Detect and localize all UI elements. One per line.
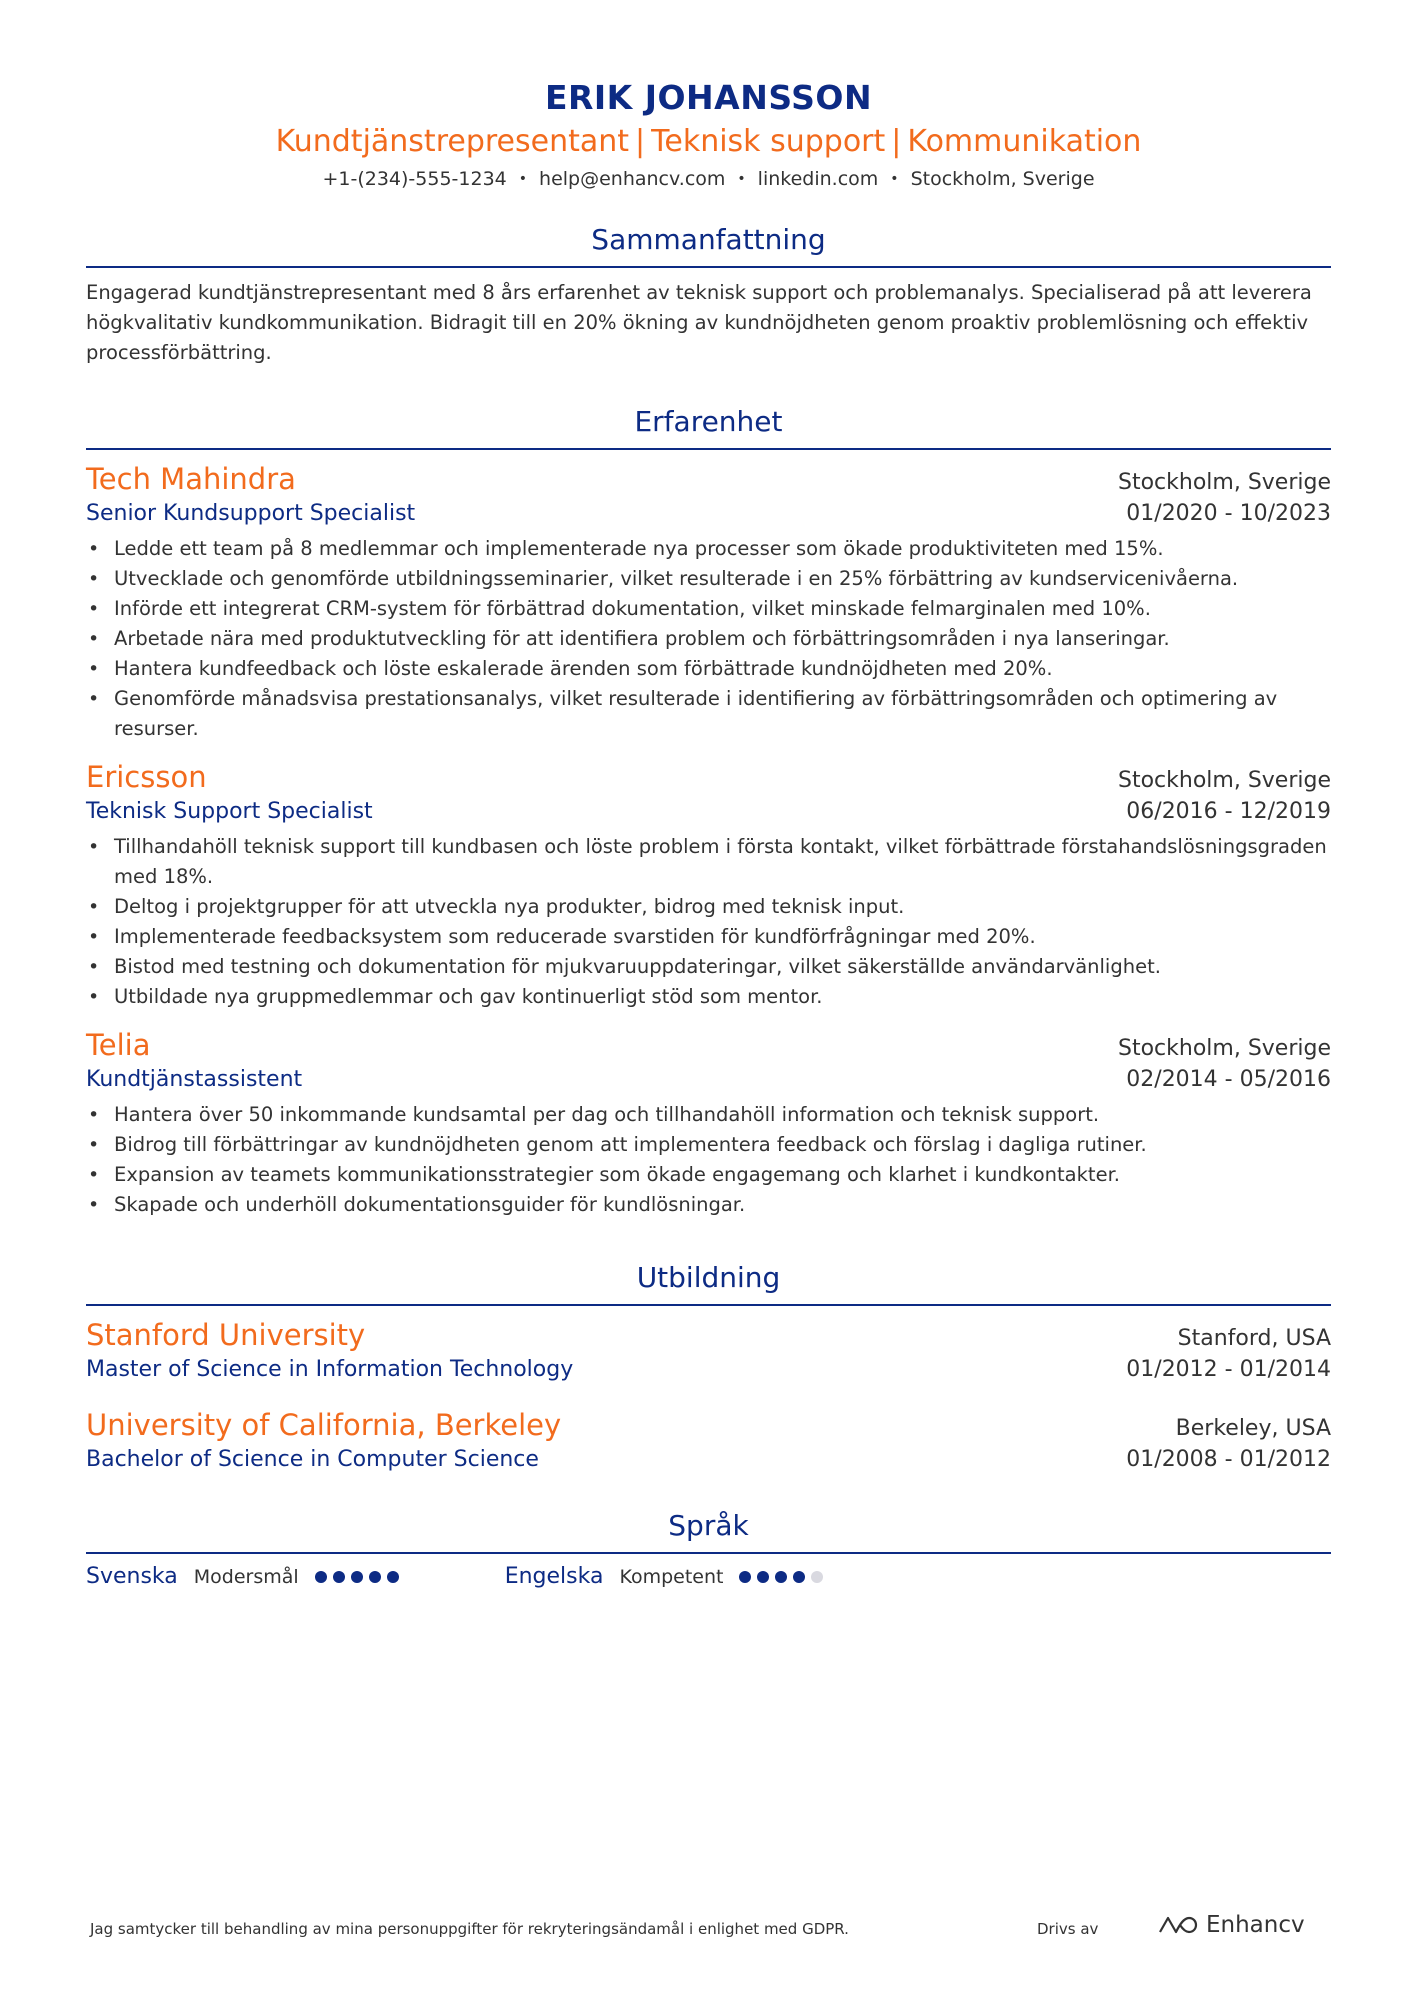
job-location: Stockholm, Sverige	[1118, 768, 1331, 793]
contact-linkedin[interactable]: linkedin.com	[757, 168, 879, 190]
resume-page	[86, 0, 1331, 1589]
education-heading: Utbildning	[86, 1258, 1331, 1306]
brand-link[interactable]	[1158, 1912, 1305, 1938]
bullet-item: • Bidrog till förbättringar av kundnöjdheten genom att implementera feedback och förslag i dagliga rutiner.	[114, 1130, 1331, 1160]
language-name: Engelska	[504, 1564, 604, 1589]
bullet-item: • Hantera över 50 inkommande kundsamtal per dag och tillhandahöll information och teknisk support.	[114, 1100, 1331, 1130]
degree: Master of Science in Information Technology	[86, 1357, 574, 1382]
bullet-item: • Ledde ett team på 8 medlemmar och implementerade nya processer som ökade produktiviteten med 15%.	[114, 534, 1331, 564]
job-location: Stockholm, Sverige	[1118, 470, 1331, 495]
rating-dot-filled	[387, 1571, 399, 1583]
education-dates: 01/2012 - 01/2014	[1126, 1357, 1331, 1382]
rating-dot-empty	[811, 1571, 823, 1583]
rating-dot-filled	[793, 1571, 805, 1583]
company-name: Telia	[86, 1028, 151, 1062]
job-bullets	[86, 1100, 1331, 1220]
candidate-name: ERIK JOHANSSON	[544, 78, 873, 117]
bullet-item: • Utbildade nya gruppmedlemmar och gav kontinuerligt stöd som mentor.	[114, 982, 1331, 1012]
education-entry	[86, 1316, 1331, 1386]
headline-separator: |	[635, 124, 646, 159]
experience-entry	[86, 460, 1331, 744]
job-dates: 02/2014 - 05/2016	[1126, 1067, 1331, 1092]
powered-by-label: Drivs av	[1037, 1920, 1099, 1938]
language-name: Svenska	[86, 1564, 178, 1589]
headline-title-1: Kundtjänstrepresentant	[275, 124, 630, 159]
job-role: Kundtjänstassistent	[86, 1067, 303, 1092]
education-entry	[86, 1406, 1331, 1476]
languages-list	[86, 1564, 1331, 1589]
contact-location: Stockholm, Sverige	[910, 168, 1095, 190]
summary-heading: Sammanfattning	[86, 220, 1331, 268]
bullet-item: • Genomförde månadsvisa prestationsanalys, vilket resulterade i identifiering av förbättringsområden och optimering av resurser.	[114, 684, 1331, 744]
contact-email[interactable]: help@enhancv.com	[539, 168, 726, 190]
bullet-item: • Hantera kundfeedback och löste eskalerade ärenden som förbättrade kundnöjdheten med 20%.	[114, 654, 1331, 684]
rating-dot-filled	[333, 1571, 345, 1583]
education-section	[86, 1258, 1331, 1476]
degree: Bachelor of Science in Computer Science	[86, 1447, 539, 1472]
headline-separator: |	[891, 124, 902, 159]
job-role: Senior Kundsupport Specialist	[86, 501, 416, 526]
job-role: Teknisk Support Specialist	[86, 799, 373, 824]
experience-heading: Erfarenhet	[86, 402, 1331, 450]
headline	[86, 122, 1331, 162]
experience-section	[86, 402, 1331, 1220]
job-bullets	[86, 534, 1331, 744]
bullet-item: • Bistod med testning och dokumentation för mjukvaruuppdateringar, vilket säkerställde användarvänlighet.	[114, 952, 1331, 982]
bullet-item: • Utvecklade och genomförde utbildningsseminarier, vilket resulterade i en 25% förbättring av kundservicenivåerna.	[114, 564, 1331, 594]
school-name: Stanford University	[86, 1318, 366, 1352]
school-location: Stanford, USA	[1177, 1326, 1331, 1351]
rating-dot-filled	[351, 1571, 363, 1583]
job-bullets	[86, 832, 1331, 1012]
bullet-item: • Införde ett integrerat CRM-system för förbättrad dokumentation, vilket minskade felmarginalen med 10%.	[114, 594, 1331, 624]
rating-dot-filled	[739, 1571, 751, 1583]
contact-separator: •	[518, 171, 528, 187]
headline-title-3: Kommunikation	[907, 124, 1142, 159]
page-footer	[90, 1910, 1320, 1946]
languages-section	[86, 1506, 1331, 1589]
contact-separator: •	[737, 171, 746, 187]
contact-separator: •	[890, 171, 899, 187]
headline-title-2: Teknisk support	[651, 124, 886, 159]
bullet-item: • Tillhandahöll teknisk support till kundbasen och löste problem i första kontakt, vilket förbättrade förstahandslösningsgraden med 18%.	[114, 832, 1331, 892]
company-name: Tech Mahindra	[86, 462, 296, 496]
rating-dot-filled	[315, 1571, 327, 1583]
rating-dot-filled	[369, 1571, 381, 1583]
language-rating	[315, 1571, 405, 1583]
school-name: University of California, Berkeley	[86, 1408, 562, 1442]
language-item	[505, 1564, 830, 1589]
job-dates: 06/2016 - 12/2019	[1126, 799, 1331, 824]
gdpr-consent: Jag samtycker till behandling av mina personuppgifter för rekryteringsändamål i enlighet med GDPR.	[90, 1920, 849, 1938]
languages-heading: Språk	[86, 1506, 1331, 1554]
rating-dot-filled	[757, 1571, 769, 1583]
contact-line	[86, 166, 1331, 194]
experience-entry	[86, 758, 1331, 1012]
enhancv-logo-icon	[1158, 1914, 1198, 1936]
language-level: Modersmål	[193, 1565, 299, 1588]
education-dates: 01/2008 - 01/2012	[1126, 1447, 1331, 1472]
company-name: Ericsson	[86, 760, 207, 794]
language-item	[86, 1564, 405, 1589]
bullet-item: • Arbetade nära med produktutveckling för att identifiera problem och förbättringsområden i nya lanseringar.	[114, 624, 1331, 654]
rating-dot-filled	[775, 1571, 787, 1583]
summary-section	[86, 220, 1331, 368]
language-level: Kompetent	[619, 1565, 724, 1588]
language-rating	[739, 1571, 829, 1583]
experience-entry	[86, 1026, 1331, 1220]
bullet-item: • Deltog i projektgrupper för att utveckla nya produkter, bidrog med teknisk input.	[114, 892, 1331, 922]
bullet-item: • Skapade och underhöll dokumentationsguider för kundlösningar.	[114, 1190, 1331, 1220]
brand-name: Enhancv	[1206, 1912, 1305, 1938]
job-dates: 01/2020 - 10/2023	[1126, 501, 1331, 526]
resume-header	[86, 0, 1331, 194]
contact-phone[interactable]: +1-(234)-555-1234	[322, 168, 507, 190]
summary-text: Engagerad kundtjänstrepresentant med 8 års erfarenhet av teknisk support och problemanalys. Specialiserad på att leverera högkvalitativ kundkommunikation. Bidragit till en 20% ökning av kundnöjdheten genom proaktiv problemlösning och effektiv processförbättring.	[86, 281, 1312, 364]
bullet-item: • Implementerade feedbacksystem som reducerade svarstiden för kundförfrågningar med 20%.	[114, 922, 1331, 952]
bullet-item: • Expansion av teamets kommunikationsstrategier som ökade engagemang och klarhet i kundkontakter.	[114, 1160, 1331, 1190]
school-location: Berkeley, USA	[1175, 1416, 1331, 1441]
job-location: Stockholm, Sverige	[1118, 1036, 1331, 1061]
